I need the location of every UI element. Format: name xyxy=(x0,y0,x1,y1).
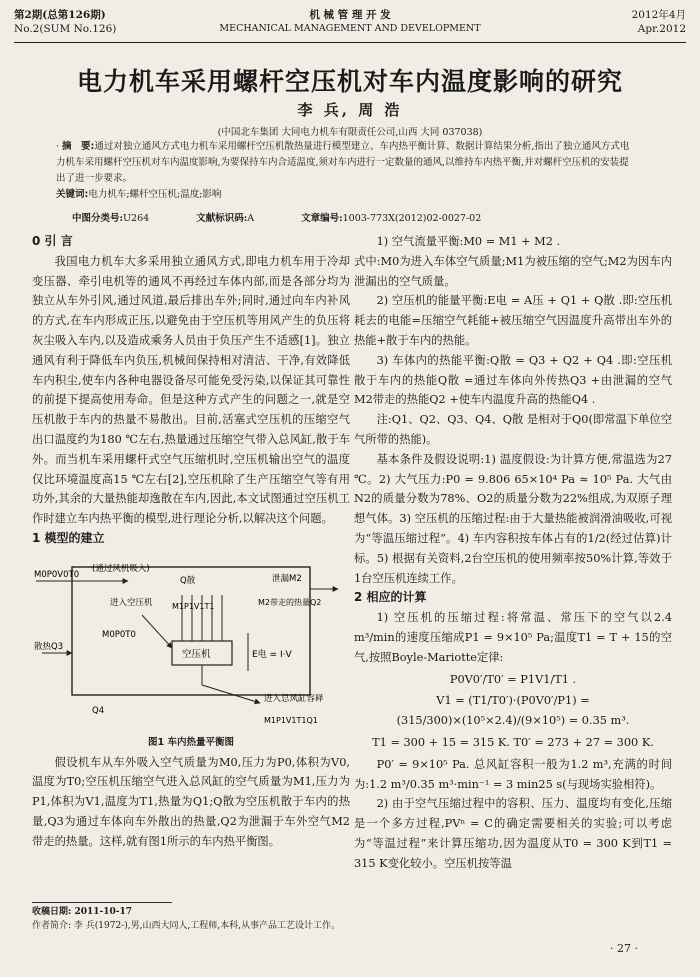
balance-note: 注:Q1、Q2、Q3、Q4、Q散 是相对于Q0(即常温下单位空气所带的热能)。 xyxy=(354,413,672,446)
label-outside: M0P0V0T0 xyxy=(34,569,80,580)
calc-fill-time: P0′ = 9×10⁵ Pa. 总风缸容积一般为1.2 m³,充满的时间为:1.2 m³/0.35 m³·min⁻¹ = 3 min25 s(与现场实验相符)。 xyxy=(354,757,672,791)
page-number: · 27 · xyxy=(610,942,638,955)
label-tank-cond: M1P1V1T1Q1 xyxy=(264,715,318,725)
doc-label: 文献标识码: xyxy=(196,213,248,224)
label-energy: E电 = I·V xyxy=(252,649,292,660)
formula-temps: T1 = 300 + 15 = 315 K. T0′ = 273 + 27 = 300 K. xyxy=(372,735,654,749)
heat-balance-diagram xyxy=(32,553,350,731)
clc-label: 中图分类号: xyxy=(72,213,124,224)
assumption-paragraph: 假设机车从车外吸入空气质量为M0,压力为P0,体积为V0,温度为T0;空压机压缩空气进入总风缸的空气质量为M1,压力为P1,体积为V1,温度为T1,热量为Q1;Q散为空压机散于车内的热量,Q3为通过车体向车外散出的热量,Q2为泄漏于车外空气M2带走的热量。这样,就有图1所示的车内热平衡图。 xyxy=(32,755,350,848)
affiliation: (中国北车集团 大同电力机车有限责任公司,山西 大同 037038) xyxy=(217,127,483,138)
calc-polytropic: 2) 由于空气压缩过程中的容积、压力、温度均有变化,压缩是一个多方过程,PVⁿ = C的确定需要相关的实验;可以考虑为“等温过程”来计算压缩功,因为温度从T0 = 300 K到T1 = 315 K变化较小。空压机按等温 xyxy=(354,797,672,870)
label-leak-heat: M2带走的热量Q2 xyxy=(258,597,322,607)
journal-en: MECHANICAL MANAGEMENT AND DEVELOPMENT xyxy=(219,23,481,34)
section-heading-intro: 0 引 言 xyxy=(32,234,73,248)
label-leak: 泄漏M2 xyxy=(272,573,302,584)
issue-en: No.2(SUM No.126) xyxy=(14,23,117,35)
intro-paragraph: 我国电力机车大多采用独立通风方式,即电力机车用于冷却变压器、牵引电机等的通风不再经过车体内部,而是各部分均为独立从车外引风,通过风道,最后排出车外;同时,通过向车内补风的方式,在车内形成正压,以避免由于空压机等用风产生的负压将灰尘吸入车内,以及造成乘务人员由于负压产生不适感[1]。独立通风有利于降低车内负压,机械间保持相对清洁、干净,有效降低车内积尘,使车内各种电器设备尽可能免受污染,以保证其可靠性的前提下提高使用寿命。但是这种方式产生的问题之一,就是空压机散于车内的热量不易散出。目前,活塞式空压机的压缩空气出口温度约为180 ℃左右,热量通过压缩空气带入总风缸,散于车外。而当机车采用螺杆式空气压缩机时,空压机输出空气的温度仅比环境温度高15 ℃左右[2],空压机除了生产压缩空气等有用功外,其余的大量热能却逸散在车内,因此,本文试图通过空压机工作时建立车内热平衡的模型,进行理论分析,以解决这个问题。 xyxy=(32,254,350,526)
label-m1p1v1t1: M1P1V1T1 xyxy=(172,601,215,611)
paper-authors: 李 兵, 周 浩 xyxy=(297,101,403,119)
abstract-label: 摘 要: xyxy=(62,141,95,152)
received-date: 收稿日期: 2011-10-17 xyxy=(32,907,133,917)
date-cn: 2012年4月 xyxy=(631,9,686,21)
label-m0p0t0: M0P0T0 xyxy=(102,629,136,640)
section-heading-calc: 2 相应的计算 xyxy=(354,590,427,605)
date-info xyxy=(632,8,686,36)
label-intake: (通过风机吸入) xyxy=(92,563,150,574)
label-q-scatter: Q散 xyxy=(180,575,196,586)
figure-heat-balance xyxy=(32,553,350,731)
flow-balance: 1) 空气流量平衡:M0 = M1 + M2 . xyxy=(376,235,561,248)
figure-caption: 图1 车内热量平衡图 xyxy=(148,736,234,748)
label-scatter-q3: 散热Q3 xyxy=(34,641,64,652)
footnote-rule xyxy=(32,902,172,903)
keywords xyxy=(56,187,632,203)
author-bio: 作者简介: 李 兵(1972-),男,山西大同人,工程师,本科,从事产品工艺设计工作。 xyxy=(32,921,341,931)
footnote xyxy=(32,902,672,933)
label-compressor: 空压机 xyxy=(182,648,211,660)
article-value: 1003-773X(2012)02-0027-02 xyxy=(342,213,482,224)
right-column xyxy=(354,232,672,874)
energy-balance: 2) 空压机的能量平衡:E电 = A压 + Q1 + Q散 .即:空压机耗去的电能=压缩空气耗能+被压缩空气因温度升高带出车外的热能+散于车内的热能。 xyxy=(354,294,672,347)
label-q4: Q4 xyxy=(92,705,105,716)
keywords-text: 电力机车;螺杆空压机;温度;影响 xyxy=(88,189,222,200)
abstract-block xyxy=(56,139,632,203)
heat-balance: 3) 车体内的热能平衡:Q散 = Q3 + Q2 + Q4 .即:空压机散于车内的热能Q散 =通过车体向外传热Q3 +由泄漏的空气M2带走的热能Q2 +使车内温度升高的热能Q4 . xyxy=(354,353,672,407)
abstract: · 摘 要:通过对独立通风方式电力机车采用螺杆空压机散热量进行模型建立、车内热平衡计算、数据计算结果分析,指出了独立通风方式电力机车采用螺杆空压机对车内温度影响,为要保持车内合适温度,须对车内进行一定数量的通风,以维持车内热平衡,并对螺杆空压机的安装提出了进一步要求。 xyxy=(56,141,630,184)
label-to-tank: 进入总风缸容释 xyxy=(264,693,324,704)
journal-cn: 机 械 管 理 开 发 xyxy=(309,9,391,21)
abstract-text: 通过对独立通风方式电力机车采用螺杆空压机散热量进行模型建立、车内热平衡计算、数据计算结果分析,指出了独立通风方式电力机车采用螺杆空压机对车内温度影响,为要保持车内合适温度,须对车内进行一定数量的通风,以维持车内热平衡,并对螺杆空压机的安装提出了进一步要求。 xyxy=(56,141,630,184)
formula-v1: V1 = (T1/T0′)·(P0V0′/P1) = (315/300)×(10⁵×2.4)/(9×10⁵) = 0.35 m³. xyxy=(396,694,630,728)
section-heading-model: 1 模型的建立 xyxy=(32,530,105,545)
article-label: 文章编号: xyxy=(301,213,343,224)
label-enter: 进入空压机 xyxy=(110,597,153,608)
basic-conditions: 基本条件及假设说明:1) 温度假设:为计算方便,常温选为27 ℃。2) 大气压力:P0 = 9.806 65×10⁴ Pa ≈ 10⁵ Pa. 大气由N2的质量分数为78%、O2的质量分数为22%组成,为双原子理想气体。3) 空压机的压缩过程:由于大量热能被润滑油吸收,可视为“等温压缩过程”。4) 车内容积按车体占有的1/2(经过估算)计标。5) 根据有关资料,2台空压机的使用频率按50%计算,等效于1台空压机连续工作。 xyxy=(354,452,672,585)
formula-boyle: P0V0′/T0′ = P1V1/T1 . xyxy=(449,672,577,686)
tank-arrow xyxy=(202,685,260,703)
classification-line xyxy=(72,210,525,224)
paper-title: 电力机车采用螺杆空压机对车内温度影响的研究 xyxy=(76,67,623,96)
flow-balance-note: 式中:M0为进入车体空气质量;M1为被压缩的空气;M2为因车内泄漏出的空气质量。 xyxy=(354,254,672,288)
issue-cn: 第2期(总第126期) xyxy=(14,9,106,21)
keywords-label: 关键词: xyxy=(56,189,89,200)
header-rule xyxy=(14,42,686,43)
calc-compression: 1) 空压机的压缩过程:将常温、常压下的空气以2.4 m³/min的速度压缩成P1 = 9×10⁵ Pa;温度T1 = T + 15的空气,按照Boyle-Mariotte定律: xyxy=(354,611,672,664)
clc-value: U264 xyxy=(123,213,150,224)
date-en: Apr.2012 xyxy=(637,23,686,35)
journal-name xyxy=(14,8,686,36)
left-column xyxy=(32,232,350,852)
enter-compressor-arrow xyxy=(142,615,172,648)
running-header xyxy=(14,8,686,42)
doc-value: A xyxy=(247,213,255,224)
